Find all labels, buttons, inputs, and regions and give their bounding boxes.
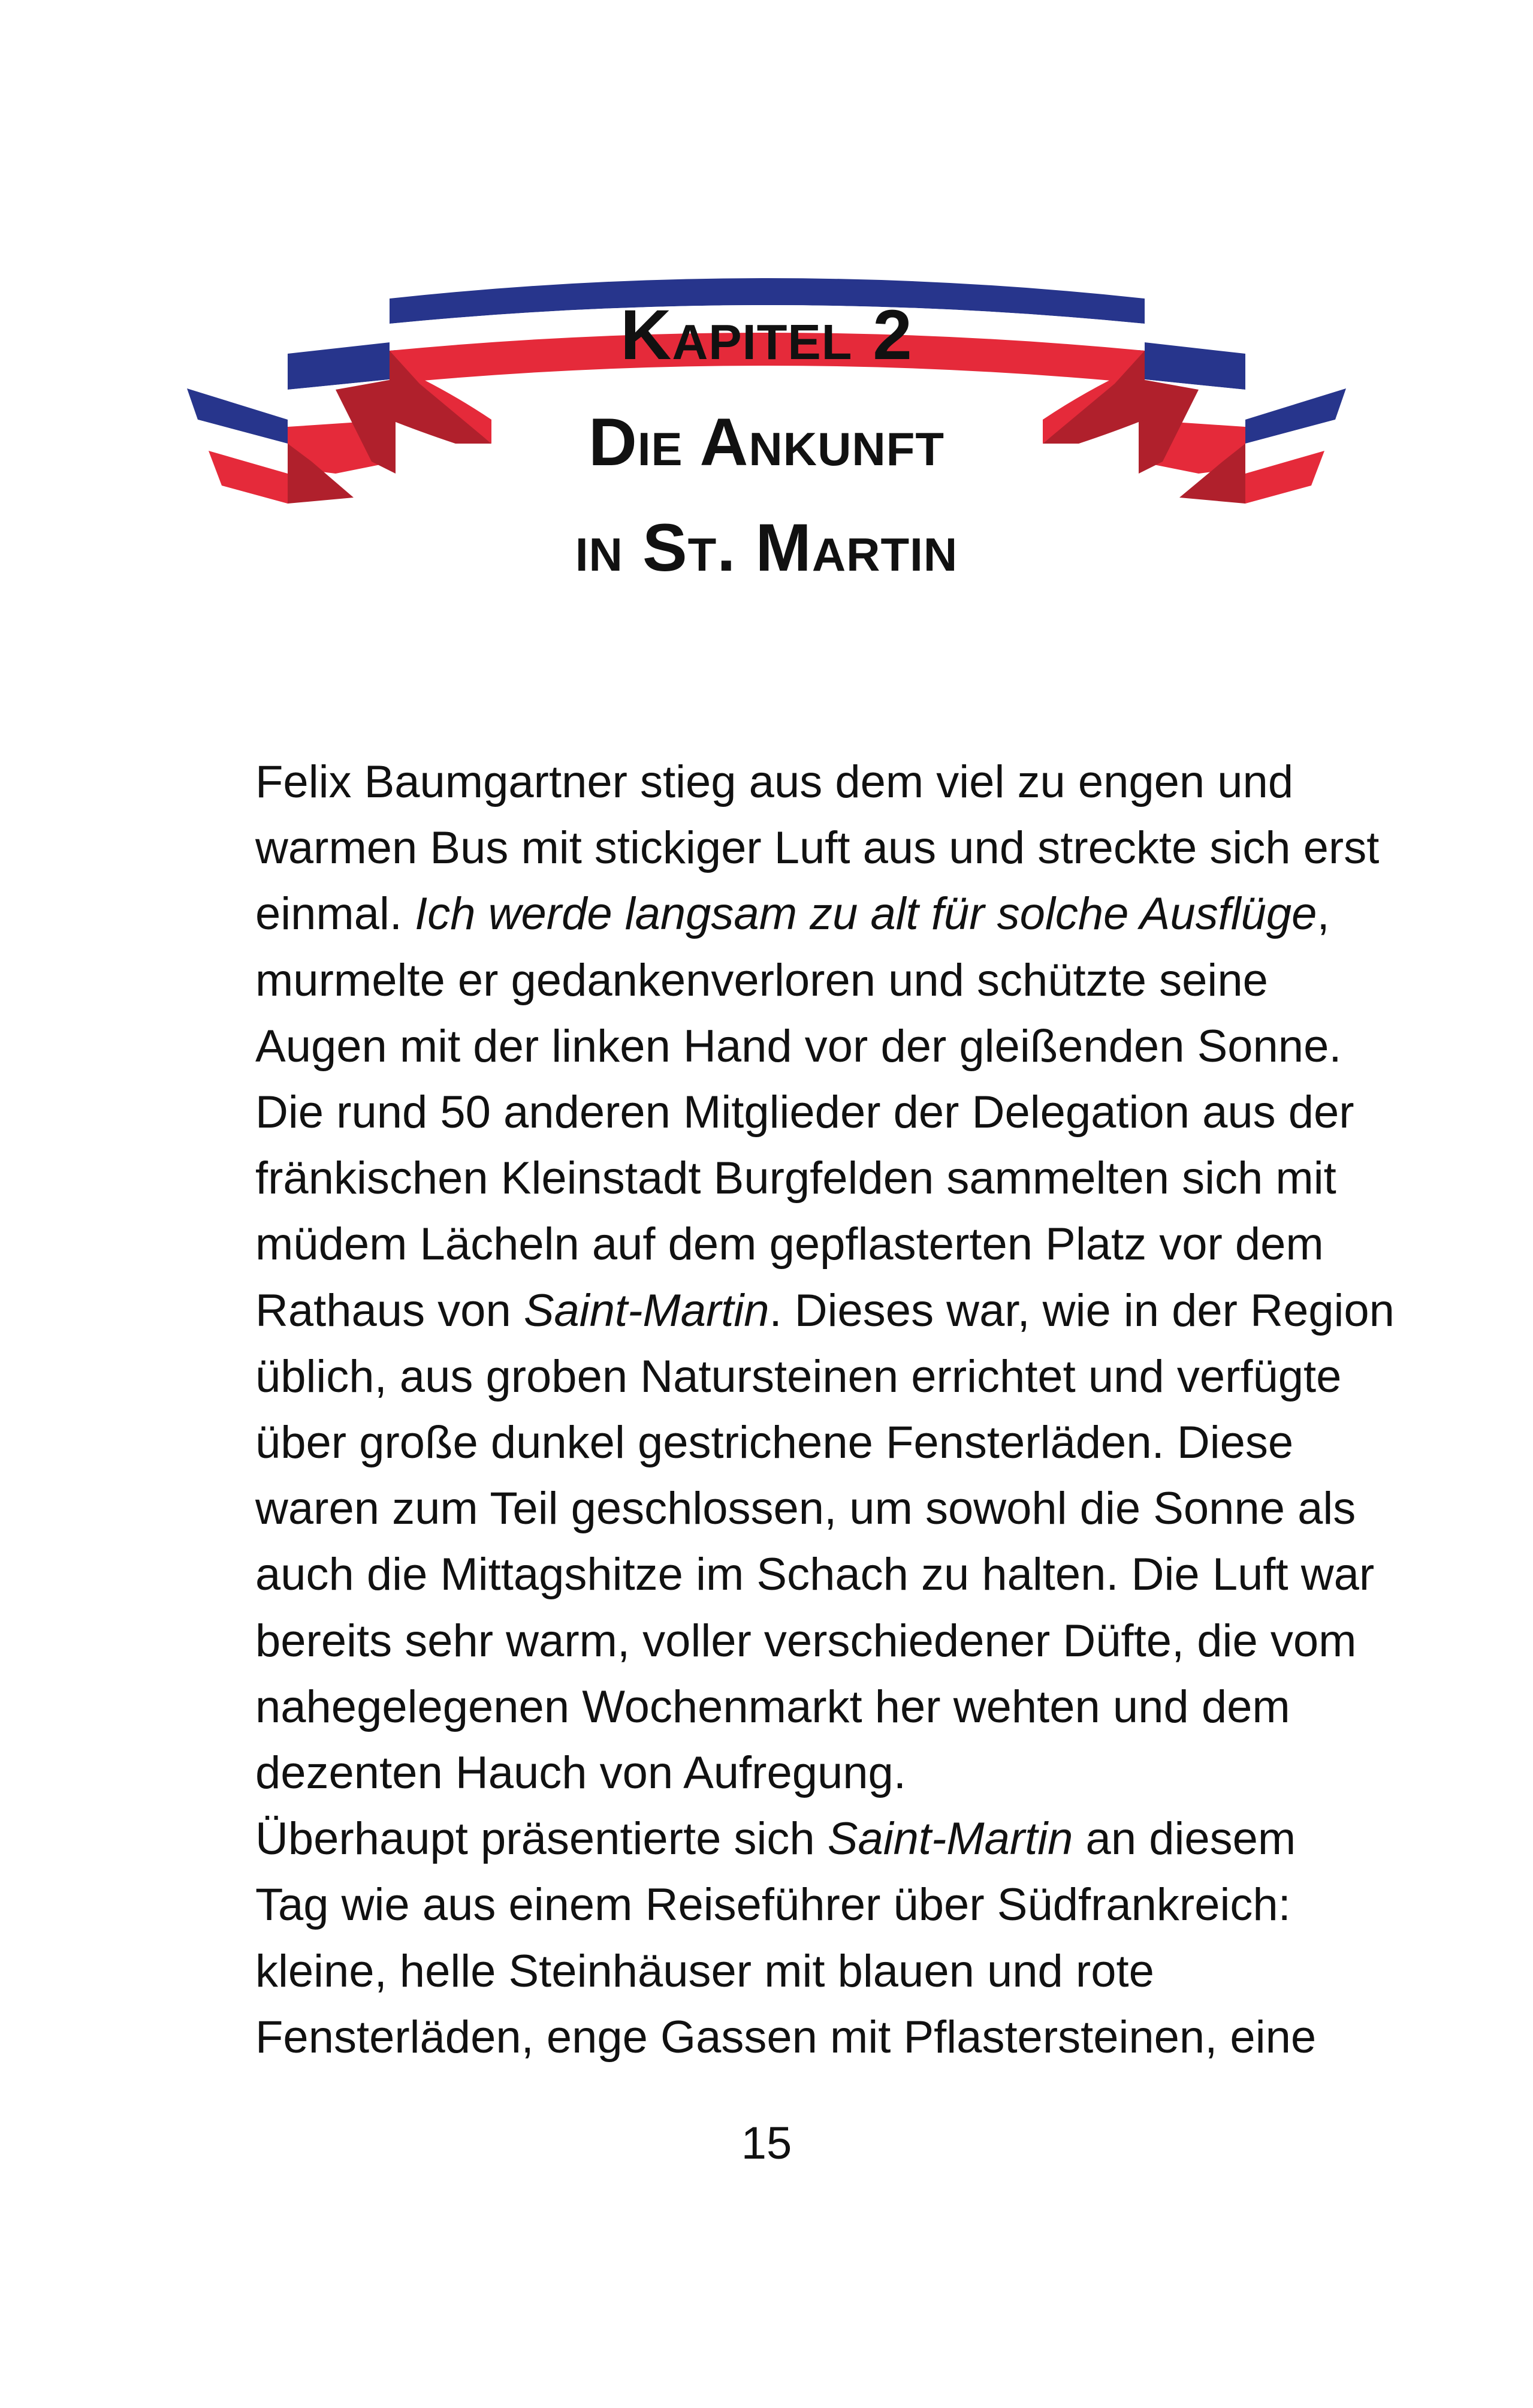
text-run: an diesem bbox=[1073, 1813, 1296, 1865]
text-line bbox=[185, 1740, 1359, 1806]
text-run: einmal. bbox=[255, 888, 415, 940]
text-line bbox=[185, 1146, 1359, 1211]
text-run: nahegelegenen Wochenmarkt her wehten und dem bbox=[255, 1681, 1290, 1732]
text-line bbox=[185, 1080, 1359, 1146]
text-run: müdem Lächeln auf dem gepflasterten Platz vor dem bbox=[255, 1219, 1324, 1270]
chapter-title-line-2: in St. Martin bbox=[575, 510, 958, 585]
text-line bbox=[185, 1344, 1359, 1410]
paragraph bbox=[185, 749, 1395, 1806]
text-run: auch die Mittagshitze im Schach zu halten. Die Luft war bbox=[255, 1549, 1375, 1601]
text-run: murmelte er gedankenverloren und schützte seine bbox=[255, 954, 1268, 1006]
text-line bbox=[185, 1608, 1359, 1674]
chapter-title-line-1: Die Ankunft bbox=[588, 405, 945, 480]
text-run: üblich, aus groben Natursteinen errichtet und verfügte bbox=[255, 1351, 1342, 1402]
chapter-label: Kapitel 2 bbox=[620, 296, 913, 375]
page-number: 15 bbox=[741, 2118, 792, 2169]
text-run: Die rund 50 anderen Mitglieder der Delegation aus der bbox=[255, 1087, 1354, 1138]
text-line bbox=[185, 1939, 1359, 2005]
text-line bbox=[185, 1476, 1359, 1542]
text-line bbox=[185, 948, 1359, 1014]
text-run: Fensterläden, enge Gassen mit Pflastersteinen, eine bbox=[255, 2011, 1317, 2063]
text-line bbox=[185, 1806, 1359, 1872]
text-run: warmen Bus mit stickiger Luft aus und streckte sich erst bbox=[255, 822, 1380, 874]
text-run: Tag wie aus einem Reiseführer über Südfrankreich: bbox=[255, 1879, 1291, 1931]
text-line bbox=[185, 815, 1380, 881]
text-run: dezenten Hauch von Aufregung. bbox=[255, 1747, 906, 1799]
text-line bbox=[185, 2005, 1359, 2071]
text-line bbox=[185, 1674, 1359, 1740]
text-line bbox=[185, 1278, 1395, 1344]
italic-text-run: Saint-Martin bbox=[827, 1813, 1073, 1865]
text-line bbox=[185, 749, 1359, 815]
text-run: Felix Baumgartner stieg aus dem viel zu engen und bbox=[255, 757, 1294, 807]
text-line bbox=[185, 1211, 1359, 1277]
italic-text-run: Saint-Martin bbox=[523, 1285, 769, 1336]
italic-text-run: Ich werde langsam zu alt für solche Ausflüge bbox=[415, 888, 1317, 940]
paragraph bbox=[185, 1806, 1359, 2071]
text-run: kleine, helle Steinhäuser mit blauen und rote bbox=[255, 1945, 1154, 1997]
text-run: fränkischen Kleinstadt Burgfelden sammelten sich mit bbox=[255, 1153, 1336, 1204]
text-run: Überhaupt präsentierte sich bbox=[255, 1813, 828, 1865]
text-line bbox=[185, 881, 1359, 947]
text-run: über große dunkel gestrichene Fensterläden. Diese bbox=[255, 1417, 1294, 1469]
text-line bbox=[185, 1410, 1359, 1476]
text-run: . Dieses war, wie in der Region bbox=[769, 1285, 1395, 1336]
text-line bbox=[185, 1014, 1359, 1080]
text-run: , bbox=[1317, 888, 1330, 940]
text-run: bereits sehr warm, voller verschiedener Düfte, die vom bbox=[255, 1615, 1357, 1666]
text-line bbox=[185, 1872, 1359, 1938]
text-run: Augen mit der linken Hand vor der gleißenden Sonne. bbox=[255, 1020, 1342, 1072]
text-run: waren zum Teil geschlossen, um sowohl die Sonne als bbox=[255, 1483, 1356, 1535]
text-run: Rathaus von bbox=[255, 1285, 524, 1336]
chapter-body-text bbox=[185, 749, 1395, 2071]
text-line bbox=[185, 1542, 1375, 1608]
